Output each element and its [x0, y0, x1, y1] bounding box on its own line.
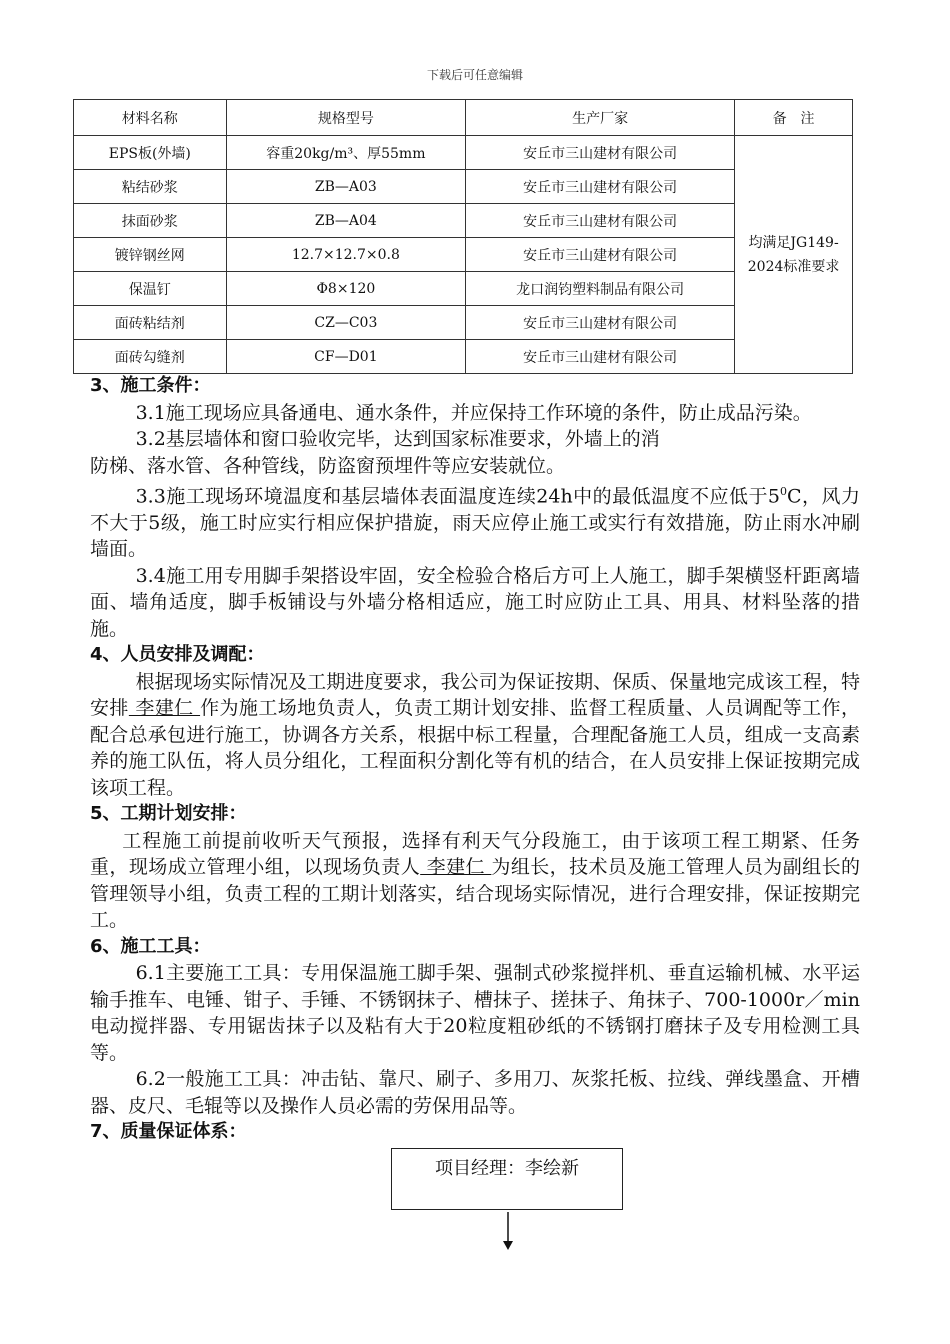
cell-material: 保温钉 [74, 272, 227, 306]
cell-manufacturer: 安丘市三山建材有限公司 [466, 340, 735, 374]
cell-manufacturer: 安丘市三山建材有限公司 [466, 170, 735, 204]
section-3-para-4: 3.4施工用专用脚手架搭设牢固，安全检验合格后方可上人施工，脚手架横竖杆距离墙面、墙角适度，脚手板铺设与外墙分格相适应，施工时应防止工具、用具、材料坠落的措施。 [90, 564, 860, 640]
cell-manufacturer: 龙口润钧塑料制品有限公司 [466, 272, 735, 306]
section-6-para-2: 6.2一般施工工具：冲击钻、靠尺、刷子、多用刀、灰浆托板、拉线、弹线墨盒、开槽器、皮尺、毛辊等以及操作人员必需的劳保用品等。 [90, 1068, 860, 1117]
header-spec: 规格型号 [226, 100, 466, 136]
section-7-title: 7、质量保证体系： [90, 1121, 247, 1143]
cell-material: 面砖粘结剂 [74, 306, 227, 340]
para-text-b: 作为施工场地负责人，负责工期计划安排、监督工程质量、人员调配等工作，配合总承包进行施工，协调各方关系，根据中标工程量，合理配备施工人员，组成一支高素养的施工队伍，将人员分组化，工程面积分割化等有机的结合，在人员安排上保证按期完成该项工程。 [90, 697, 860, 799]
cell-manufacturer: 安丘市三山建材有限公司 [466, 136, 735, 170]
download-note: 下载后可任意编辑 [426, 68, 523, 82]
project-manager-label: 项目经理：李绘新 [435, 1158, 579, 1179]
section-3-para-2a: 3.2基层墙体和窗口验收完毕，达到国家标准要求，外墙上的消 [135, 428, 660, 450]
cell-material: EPS板(外墙) [74, 136, 227, 170]
table-header-row [74, 100, 853, 136]
section-4-para [90, 669, 860, 802]
down-arrow-icon [498, 1212, 518, 1252]
section-5-para [90, 828, 860, 934]
para-text-a: 工程施工前提前收听天气预报，选择有利天气分段施工，由于该项工程工期紧、任务重，现场成立管理小组，以现场负责人 [90, 829, 860, 879]
cell-spec: CZ—C03 [226, 306, 466, 340]
cell-spec: ZB—A03 [226, 170, 466, 204]
degree-superscript: 0 [780, 485, 788, 498]
materials-table [73, 99, 853, 374]
cell-material: 粘结砂浆 [74, 170, 227, 204]
section-4-title: 4、人员安排及调配： [90, 644, 265, 666]
cell-spec: 容重20kg/m³、厚55mm [226, 136, 466, 170]
header-remark: 备 注 [735, 100, 853, 136]
cell-spec: ZB—A04 [226, 204, 466, 238]
cell-material: 抹面砂浆 [74, 204, 227, 238]
para-3-text-b: C，风力不大于5级，施工时应实行相应保护措旋，雨天应停止施工或实行有效措施，防止雨水冲刷墙面。 [90, 485, 860, 561]
cell-manufacturer: 安丘市三山建材有限公司 [466, 306, 735, 340]
cell-manufacturer: 安丘市三山建材有限公司 [466, 238, 735, 272]
section-6-title: 6、施工工具： [90, 935, 211, 957]
project-manager-box [391, 1148, 623, 1210]
group-leader-name: 李建仁 [420, 856, 492, 879]
cell-material: 镀锌钢丝网 [74, 238, 227, 272]
para-text-a: 根据现场实际情况及工期进度要求，我公司为保证按期、保质、保量地完成该工程，特安排 [90, 670, 860, 720]
para-text-b: 为组长，技术员及施工管理人员为副组长的管理领导小组，负责工程的工期计划落实，结合现场实际情况，进行合理安排，保证按期完工。 [90, 856, 860, 932]
header-manufacturer: 生产厂家 [466, 100, 735, 136]
section-3-para-3 [90, 479, 860, 563]
section-5-title: 5、工期计划安排： [90, 803, 247, 825]
cell-remark [735, 136, 853, 374]
section-3-para-2b: 防梯、落水管、各种管线，防盗窗预埋件等应安装就位。 [90, 454, 566, 477]
cell-spec: 12.7×12.7×0.8 [226, 238, 466, 272]
section-3-para-1: 3.1施工现场应具备通电、通水条件，并应保持工作环境的条件，防止成品污染。 [135, 401, 812, 424]
cell-spec: CF—D01 [226, 340, 466, 374]
document-body [90, 373, 860, 1146]
header-material-name: 材料名称 [74, 100, 227, 136]
cell-manufacturer: 安丘市三山建材有限公司 [466, 204, 735, 238]
responsible-person-name: 李建仁 [128, 697, 201, 720]
section-6-para-1: 6.1主要施工工具：专用保温施工脚手架、强制式砂浆搅拌机、垂直运输机械、水平运输手推车、电锤、钳子、手锤、不锈钢抹子、槽抹子、搓抹子、角抹子、700-1000r／min电动搅拌器、专用锯齿抹子以及粘有大于20粒度粗砂纸的不锈钢打磨抹子及专用检测工具等。 [90, 962, 860, 1064]
para-3-text-a: 3.3施工现场环境温度和基层墙体表面温度连续24h中的最低温度不应低于5 [135, 485, 781, 508]
cell-spec: Φ8×120 [226, 272, 466, 306]
remark-line-2: 2024标准要求 [747, 258, 840, 275]
section-3-title: 3、施工条件： [90, 375, 211, 396]
cell-material: 面砖勾缝剂 [74, 340, 227, 374]
table-row [74, 136, 853, 170]
remark-line-1: 均满足JG149- [748, 234, 839, 251]
